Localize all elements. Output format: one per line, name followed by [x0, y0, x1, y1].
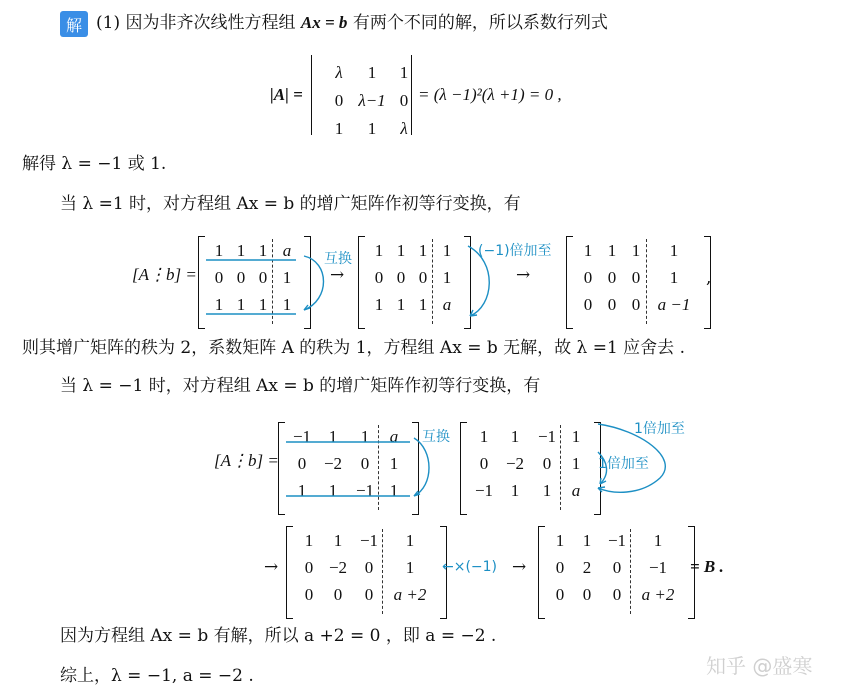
- matrix-cell: 0: [364, 585, 374, 604]
- matrix-cell: 1: [396, 295, 406, 314]
- matrix-cell: 1: [236, 241, 246, 260]
- matrix-cell: 0: [631, 268, 641, 287]
- add-arc-3: [598, 452, 607, 484]
- annotation-swap-2: 互换: [422, 429, 450, 445]
- summary-line: 综上，λ = −1, a = −2 .: [60, 666, 254, 686]
- matrix-cell: −1: [292, 427, 312, 446]
- matrix-cell: 1: [374, 295, 384, 314]
- matrix-cell: 0: [364, 558, 374, 577]
- matrix-cell: 1: [571, 427, 581, 446]
- det-rhs: = (λ −1)²(λ +1) = 0 ,: [418, 85, 562, 104]
- matrix-cell: −1: [474, 481, 494, 500]
- matrix-cell: −1: [607, 531, 627, 550]
- aug-label-2: [A⋮b] =: [214, 451, 279, 470]
- matrix-cell: 0: [583, 268, 593, 287]
- matrix-cell: 1: [582, 531, 592, 550]
- det-lhs: |A| =: [270, 85, 303, 104]
- swap-arc-1: [304, 256, 324, 310]
- matrix-cell: 2: [582, 558, 592, 577]
- matrix-cell: 1: [282, 268, 292, 287]
- solution-badge: 解: [60, 11, 88, 37]
- matrix-cell: −2: [328, 558, 348, 577]
- matrix-cell: 1: [282, 295, 292, 314]
- solve-line: 解得 λ = −1 或 1.: [22, 154, 167, 174]
- matrix-cell: 0: [479, 454, 489, 473]
- matrix-cell: 1: [653, 531, 663, 550]
- matrix-cell: 1: [631, 241, 641, 260]
- matrix-cell: 0: [399, 91, 409, 110]
- matrix-cell: 1: [334, 119, 344, 138]
- matrix-cell: 0: [555, 585, 565, 604]
- matrix-cell: 0: [304, 585, 314, 604]
- matrix-cell: 1: [418, 241, 428, 260]
- matrix-cell: a +2: [641, 585, 675, 604]
- matrix-cell: a: [389, 427, 399, 446]
- matrix-cell: 0: [334, 91, 344, 110]
- matrix-cell: 1: [214, 295, 224, 314]
- matrix-cell: a +2: [393, 585, 427, 604]
- swap-arc-2: [414, 438, 429, 496]
- matrix-cell: 1: [389, 481, 399, 500]
- matrix-cell: 1: [214, 241, 224, 260]
- matrix-cell: 1: [669, 268, 679, 287]
- matrix-cell: 0: [333, 585, 343, 604]
- rank-line: 则其增广矩阵的秩为 2，系数矩阵 A 的秩为 1，方程组 Ax = b 无解，故 λ =1 应舍去 .: [22, 338, 685, 358]
- matrix-cell: 0: [612, 558, 622, 577]
- matrix-cell: 1: [542, 481, 552, 500]
- matrix-cell: 1: [374, 241, 384, 260]
- matrix-cell: 0: [297, 454, 307, 473]
- matrix-cell: 1: [258, 295, 268, 314]
- matrix-cell: a: [282, 241, 292, 260]
- matrix-cell: 1: [669, 241, 679, 260]
- matrix-cell: 1: [405, 531, 415, 550]
- matrix-cell: 1: [510, 481, 520, 500]
- matrix-cell: 0: [360, 454, 370, 473]
- matrix-cell: −2: [505, 454, 525, 473]
- arrow-2: →: [516, 265, 531, 285]
- arrow-4: →: [512, 557, 527, 577]
- matrix-cell: 0: [374, 268, 384, 287]
- matrix-cell: 1: [510, 427, 520, 446]
- matrix-cell: 0: [582, 585, 592, 604]
- matrix-cell: 1: [236, 295, 246, 314]
- matrix-cell: 1: [405, 558, 415, 577]
- matrix-cell: −2: [323, 454, 343, 473]
- matrix-cell: 1: [367, 63, 377, 82]
- matrix-cell: −1: [537, 427, 557, 446]
- matrix-cell: 1: [367, 119, 377, 138]
- intro-prefix: (1) 因为非齐次线性方程组: [96, 13, 296, 33]
- matrix-cell: 1: [607, 241, 617, 260]
- intro-equation: Ax = b: [300, 13, 348, 32]
- matrix-cell: 0: [214, 268, 224, 287]
- matrix-cell: 1: [418, 295, 428, 314]
- matrix-cell: 0: [542, 454, 552, 473]
- matrix-cell: 1: [571, 454, 581, 473]
- matrix-cell: 1: [399, 63, 409, 82]
- add-arc-2: [598, 424, 665, 492]
- matrix-cell: 1: [479, 427, 489, 446]
- matrix-cell: 1: [304, 531, 314, 550]
- equals-B: = B .: [690, 557, 724, 576]
- annotation-add-1: (−1)倍加至: [478, 243, 552, 259]
- matrix-cell: 0: [583, 295, 593, 314]
- matrix-cell: 0: [418, 268, 428, 287]
- matrix-cell: 1: [328, 427, 338, 446]
- matrix-cell: 0: [396, 268, 406, 287]
- matrix-cell: a: [442, 295, 452, 314]
- aug-label-1: [A⋮b] =: [132, 265, 197, 284]
- matrix-cell: −1: [355, 481, 375, 500]
- matrix-cell: 0: [607, 295, 617, 314]
- matrix-cell: λ: [400, 119, 408, 138]
- matrix-cell: 1: [396, 241, 406, 260]
- case1-line: 当 λ =1 时，对方程组 Ax = b 的增广矩阵作初等行变换，有: [60, 194, 521, 214]
- matrix-cell: 0: [236, 268, 246, 287]
- arrow-3: →: [264, 557, 279, 577]
- matrix-cell: 1: [333, 531, 343, 550]
- matrix-cell: 1: [389, 454, 399, 473]
- matrix-cell: λ−1: [358, 91, 386, 110]
- matrix-cell: 1: [555, 531, 565, 550]
- add-arc-1: [468, 246, 489, 316]
- matrix-cell: −1: [648, 558, 668, 577]
- matrix-cell: 0: [631, 295, 641, 314]
- matrix-cell: −1: [359, 531, 379, 550]
- matrix-cell: λ: [335, 63, 343, 82]
- matrix-cell: 0: [607, 268, 617, 287]
- matrix-cell: 0: [612, 585, 622, 604]
- conclusion-line: 因为方程组 Ax = b 有解，所以 a +2 = 0 ，即 a = −2 .: [60, 626, 497, 646]
- matrix-cell: 1: [328, 481, 338, 500]
- annotation-add-2: 1倍加至: [634, 421, 685, 437]
- matrix-cell: 1: [360, 427, 370, 446]
- matrix-cell: a −1: [657, 295, 691, 314]
- matrix-cell: 1: [583, 241, 593, 260]
- trailing-comma: ,: [706, 268, 712, 288]
- matrix-cell: 0: [555, 558, 565, 577]
- annotation-scale: ←×(−1): [442, 559, 498, 575]
- arrow-1: →: [330, 265, 345, 285]
- matrix-cell: 0: [304, 558, 314, 577]
- case2-line: 当 λ = −1 时，对方程组 Ax = b 的增广矩阵作初等行变换，有: [60, 376, 541, 396]
- annotation-swap-1: 互换: [324, 251, 352, 267]
- matrix-cell: 1: [297, 481, 307, 500]
- watermark: 知乎 @盛寒: [706, 654, 813, 678]
- matrix-cell: a: [571, 481, 581, 500]
- annotation-add-3: 1倍加至: [598, 456, 649, 472]
- matrix-cell: 1: [442, 268, 452, 287]
- matrix-cell: 1: [442, 241, 452, 260]
- matrix-cell: 1: [258, 241, 268, 260]
- intro-suffix: 有两个不同的解，所以系数行列式: [352, 13, 608, 33]
- matrix-cell: 0: [258, 268, 268, 287]
